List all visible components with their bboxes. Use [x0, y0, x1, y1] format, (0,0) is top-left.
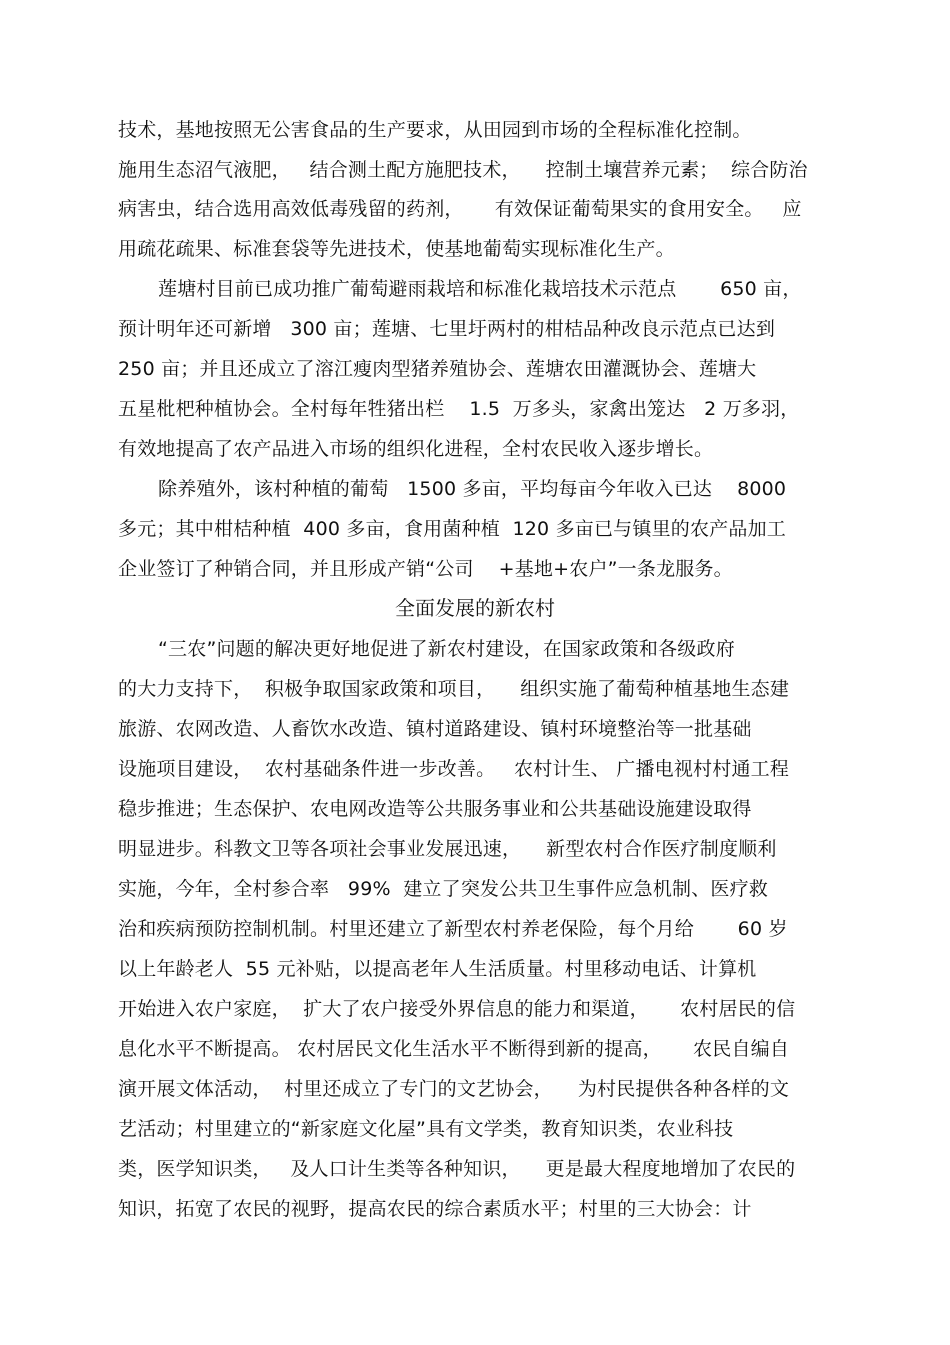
- text-line: 施用生态沼气液肥， 结合测土配方施肥技术， 控制土壤营养元素； 综合防治: [118, 159, 808, 181]
- text-line: 五星枇杷种植协会。全村每年牲猪出栏 1.5 万多头，家禽出笼达 2 万多羽，: [118, 398, 800, 420]
- text-line: “三农”问题的解决更好地促进了新农村建设，在国家政策和各级政府: [158, 638, 735, 660]
- text-line: 演开展文体活动， 村里还成立了专门的文艺协会， 为村民提供各种各样的文: [118, 1078, 790, 1100]
- text-line: 实施，今年，全村参合率 99% 建立了突发公共卫生事件应急机制、医疗救: [118, 878, 769, 900]
- text-line: 旅游、农网改造、人畜饮水改造、镇村道路建设、镇村环境整治等一批基础: [118, 718, 752, 740]
- text-line: 开始进入农户家庭， 扩大了农户接受外界信息的能力和渠道， 农村居民的信: [118, 998, 796, 1020]
- text-line: 预计明年还可新增 300 亩；莲塘、七里圩两村的柑桔品种改良示范点已达到: [118, 318, 776, 340]
- text-line: 有效地提高了农产品进入市场的组织化进程，全村农民收入逐步增长。: [118, 438, 714, 460]
- text-line: 多元；其中柑桔种植 400 多亩，食用菌种植 120 多亩已与镇里的农产品加工: [118, 518, 786, 540]
- text-line: 病害虫，结合选用高效低毒残留的药剂， 有效保证葡萄果实的食用安全。 应: [118, 198, 802, 220]
- text-line: 艺活动；村里建立的“新家庭文化屋”具有文学类，教育知识类，农业科技: [118, 1118, 734, 1140]
- text-line: 用疏花疏果、标准套袋等先进技术，使基地葡萄实现标准化生产。: [118, 238, 675, 260]
- text-line: 企业签订了种销合同，并且形成产销“公司 +基地+农户”一条龙服务。: [118, 558, 733, 580]
- text-line: 的大力支持下， 积极争取国家政策和项目， 组织实施了葡萄种植基地生态建: [118, 678, 790, 700]
- text-line: 莲塘村目前已成功推广葡萄避雨栽培和标准化栽培技术示范点 650 亩，: [158, 278, 802, 300]
- text-line: 明显进步。科教文卫等各项社会事业发展迅速， 新型农村合作医疗制度顺利: [118, 838, 777, 860]
- text-line: 治和疾病预防控制机制。村里还建立了新型农村养老保险，每个月给 60 岁: [118, 918, 788, 940]
- section-heading: 全面发展的新农村: [395, 596, 555, 620]
- text-line: 250 亩；并且还成立了溶江瘦肉型猪养殖协会、莲塘农田灌溉协会、莲塘大: [118, 358, 757, 380]
- text-line: 息化水平不断提高。 农村居民文化生活水平不断得到新的提高， 农民自编自: [118, 1038, 790, 1060]
- text-line: 知识，拓宽了农民的视野，提高农民的综合素质水平；村里的三大协会：计: [118, 1198, 752, 1220]
- text-line: 除养殖外，该村种植的葡萄 1500 多亩，平均每亩今年收入已达 8000: [158, 478, 787, 500]
- text-line: 设施项目建设， 农村基础条件进一步改善。 农村计生、 广播电视村村通工程: [118, 758, 790, 780]
- text-line: 以上年龄老人 55 元补贴，以提高老年人生活质量。村里移动电话、计算机: [118, 958, 757, 980]
- text-line: 稳步推进；生态保护、农电网改造等公共服务事业和公共基础设施建设取得: [118, 798, 752, 820]
- text-line: 类，医学知识类， 及人口计生类等各种知识， 更是最大程度地增加了农民的: [118, 1158, 796, 1180]
- text-line: 技术，基地按照无公害食品的生产要求，从田园到市场的全程标准化控制。: [118, 119, 752, 141]
